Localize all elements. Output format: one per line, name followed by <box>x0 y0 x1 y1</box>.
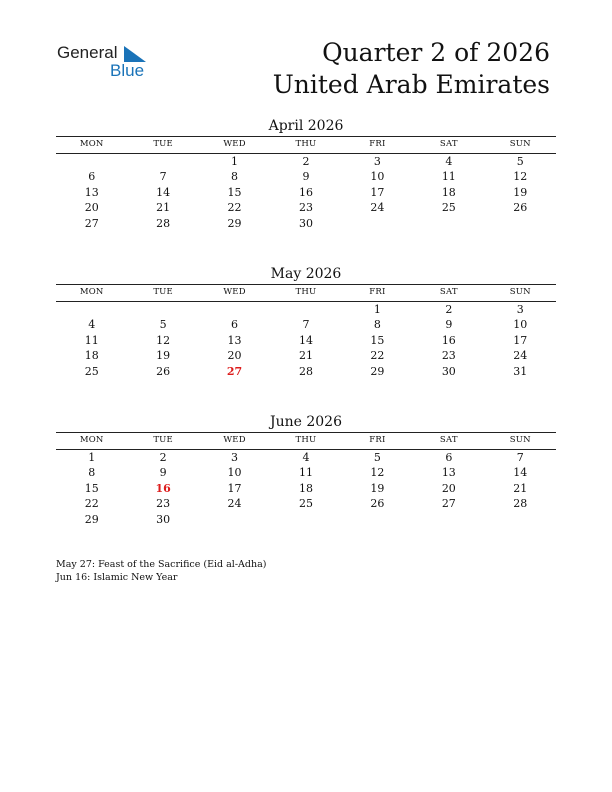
weekday-label: THU <box>295 139 317 149</box>
day-cell: 4 <box>88 318 96 331</box>
day-cell: 10 <box>227 466 242 479</box>
brand-logo <box>57 43 145 80</box>
week-row <box>56 317 556 333</box>
day-cell: 11 <box>84 333 99 347</box>
weekday-header <box>56 285 556 301</box>
day-cell: 2 <box>445 302 453 316</box>
day-cell: 17 <box>370 185 385 199</box>
day-cell: 9 <box>445 318 453 331</box>
day-cell: 8 <box>231 170 239 183</box>
day-cell: 7 <box>516 450 524 464</box>
holiday-day-cell: 27 <box>226 364 243 378</box>
day-cell: 10 <box>370 170 385 183</box>
day-cell: 28 <box>298 364 313 378</box>
day-cell <box>485 216 556 232</box>
day-cell: 8 <box>88 466 96 479</box>
day-cell: 17 <box>227 481 242 495</box>
week-row <box>56 333 556 349</box>
day-cell <box>413 216 484 232</box>
day-cell: 30 <box>441 364 456 378</box>
day-cell: 29 <box>84 512 99 526</box>
day-cell: 23 <box>441 349 456 362</box>
day-cell: 22 <box>370 349 385 362</box>
title-country: United Arab Emirates <box>272 70 550 99</box>
day-cell <box>485 512 556 528</box>
day-cell: 16 <box>298 185 313 199</box>
weekday-header <box>56 137 556 153</box>
holiday-note: May 27: Feast of the Sacrifice (Eid al-Adha) <box>56 559 267 570</box>
day-cell: 10 <box>513 318 528 331</box>
day-cell: 23 <box>156 497 171 510</box>
day-cell: 29 <box>370 364 385 378</box>
day-cell: 12 <box>513 170 528 183</box>
week-row <box>56 200 556 216</box>
day-cell: 25 <box>298 497 313 510</box>
title-quarter: Quarter 2 of 2026 <box>322 38 550 67</box>
day-cell: 18 <box>441 185 456 199</box>
day-cell: 21 <box>513 481 528 495</box>
week-row <box>56 465 556 481</box>
day-cell <box>127 154 198 170</box>
weekday-header <box>56 433 556 449</box>
weekday-label: TUE <box>153 139 173 149</box>
day-cell: 30 <box>156 512 171 526</box>
day-cell: 13 <box>227 333 242 347</box>
day-cell: 25 <box>84 364 99 378</box>
day-cell: 6 <box>445 450 453 464</box>
day-cell: 20 <box>84 201 99 214</box>
day-cell: 12 <box>370 466 385 479</box>
day-cell <box>413 512 484 528</box>
day-cell <box>199 302 270 318</box>
day-cell: 2 <box>302 154 310 168</box>
day-cell: 27 <box>84 216 99 230</box>
weekday-label: SAT <box>439 139 458 149</box>
day-cell: 5 <box>516 154 524 168</box>
week-row <box>56 169 556 185</box>
day-cell: 26 <box>513 201 528 214</box>
week-row <box>56 512 556 528</box>
holiday-notes <box>56 558 266 584</box>
month-title: June 2026 <box>269 414 342 430</box>
day-cell: 15 <box>370 333 385 347</box>
week-row <box>56 302 556 318</box>
day-cell: 14 <box>298 333 313 347</box>
weekday-label: SAT <box>439 287 458 297</box>
day-cell: 1 <box>88 450 96 464</box>
day-cell <box>270 512 341 528</box>
day-cell: 2 <box>159 450 167 464</box>
day-cell: 3 <box>516 302 524 316</box>
day-cell <box>127 302 198 318</box>
weekday-label: SUN <box>509 287 531 297</box>
day-cell: 20 <box>441 481 456 495</box>
month-april <box>56 116 556 231</box>
day-cell: 15 <box>227 185 242 199</box>
week-row <box>56 496 556 512</box>
day-cell: 22 <box>84 497 99 510</box>
week-row <box>56 364 556 380</box>
day-cell: 14 <box>156 185 171 199</box>
week-row <box>56 450 556 466</box>
day-cell: 30 <box>298 216 313 230</box>
day-cell: 4 <box>445 154 453 168</box>
day-cell: 28 <box>156 216 171 230</box>
day-cell: 23 <box>298 201 313 214</box>
day-cell <box>342 216 413 232</box>
week-row <box>56 348 556 364</box>
month-june <box>56 412 556 527</box>
day-cell: 13 <box>441 466 456 479</box>
weekday-label: FRI <box>369 139 386 149</box>
day-cell: 26 <box>156 364 171 378</box>
logo-general-text: General <box>57 43 118 62</box>
day-cell: 19 <box>513 185 528 199</box>
day-cell: 4 <box>302 450 310 464</box>
month-title: April 2026 <box>268 118 344 134</box>
day-cell: 11 <box>441 170 456 183</box>
weekday-label: WED <box>223 287 246 297</box>
day-cell: 24 <box>227 497 242 510</box>
day-cell: 18 <box>84 349 99 362</box>
weekday-label: MON <box>79 287 104 297</box>
day-cell: 7 <box>302 318 310 331</box>
day-cell: 21 <box>156 201 171 214</box>
day-cell: 5 <box>373 450 381 464</box>
day-cell: 3 <box>373 154 381 168</box>
day-cell: 1 <box>231 154 239 168</box>
day-cell <box>56 154 127 170</box>
day-cell: 7 <box>159 170 167 183</box>
day-cell: 26 <box>370 497 385 510</box>
page-title <box>273 37 550 101</box>
day-cell: 17 <box>513 333 528 347</box>
day-cell <box>56 302 127 318</box>
day-cell <box>270 302 341 318</box>
weekday-label: FRI <box>369 435 386 445</box>
logo-blue-text: Blue <box>110 61 145 80</box>
day-cell: 25 <box>441 201 456 214</box>
day-cell: 18 <box>298 481 313 495</box>
day-cell: 9 <box>159 466 167 479</box>
day-cell: 19 <box>370 481 385 495</box>
day-cell: 8 <box>373 318 381 331</box>
day-cell: 5 <box>159 318 167 331</box>
weekday-label: SAT <box>439 435 458 445</box>
weekday-label: SUN <box>509 139 531 149</box>
weekday-label: WED <box>223 435 246 445</box>
holiday-note: Jun 16: Islamic New Year <box>56 572 178 583</box>
weekday-label: WED <box>223 139 246 149</box>
day-cell <box>342 512 413 528</box>
day-cell: 15 <box>84 481 99 495</box>
weekday-label: MON <box>79 435 104 445</box>
week-row <box>56 154 556 170</box>
day-cell: 13 <box>84 185 99 199</box>
week-row <box>56 185 556 201</box>
week-row <box>56 216 556 232</box>
day-cell: 6 <box>231 318 239 331</box>
weekday-label: FRI <box>369 287 386 297</box>
day-cell: 16 <box>441 333 456 347</box>
day-cell: 20 <box>227 349 242 362</box>
day-cell: 24 <box>513 349 528 362</box>
day-cell: 14 <box>513 466 528 479</box>
day-cell: 11 <box>298 466 313 479</box>
day-cell: 9 <box>302 170 310 183</box>
logo-triangle-icon <box>124 46 146 62</box>
day-cell: 1 <box>373 302 381 316</box>
day-cell: 27 <box>441 497 456 510</box>
month-may <box>56 264 556 379</box>
weekday-label: SUN <box>509 435 531 445</box>
weekday-label: TUE <box>153 435 173 445</box>
weekday-label: THU <box>295 287 317 297</box>
day-cell: 28 <box>513 497 528 510</box>
day-cell: 3 <box>231 450 239 464</box>
weekday-label: THU <box>295 435 317 445</box>
day-cell: 31 <box>513 364 528 378</box>
weekday-label: MON <box>79 139 104 149</box>
week-row <box>56 481 556 497</box>
day-cell: 21 <box>298 349 313 362</box>
day-cell: 6 <box>88 170 96 183</box>
day-cell: 29 <box>227 216 242 230</box>
month-title: May 2026 <box>270 266 342 282</box>
day-cell: 24 <box>370 201 385 214</box>
day-cell: 19 <box>156 349 171 362</box>
weekday-label: TUE <box>153 287 173 297</box>
day-cell <box>199 512 270 528</box>
day-cell: 22 <box>227 201 242 214</box>
holiday-day-cell: 16 <box>155 481 171 495</box>
day-cell: 12 <box>156 333 171 347</box>
